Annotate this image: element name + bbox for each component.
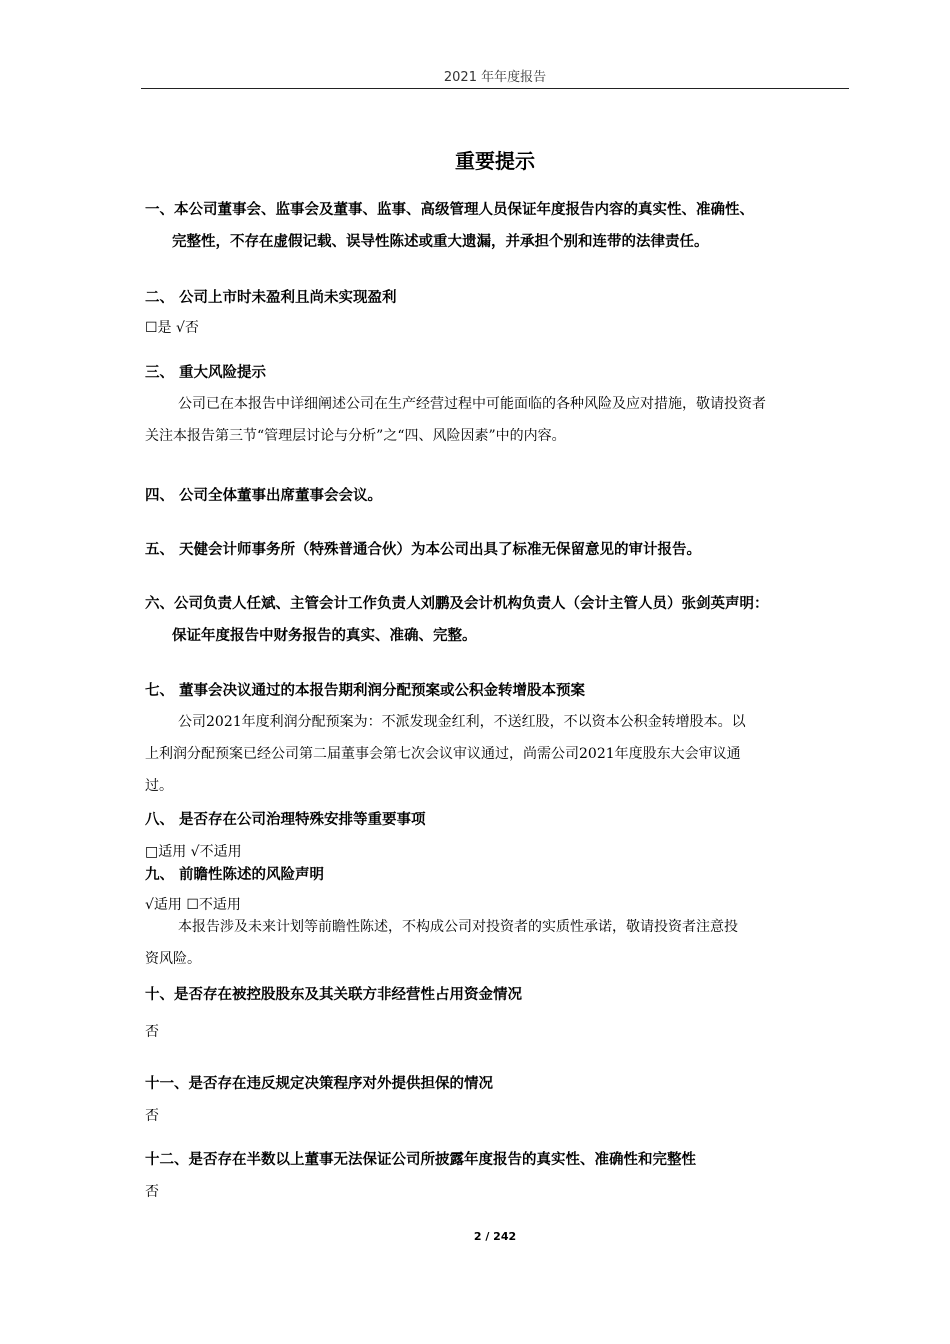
- page-number: 2 / 242: [473, 1230, 517, 1243]
- section-7-line-2: 上利润分配预案已经公司第二届董事会第七次会议审议通过，尚需公司2021年度股东大会审议通: [145, 746, 741, 762]
- section-9-line-2: 资风险。: [145, 951, 201, 967]
- section-8-heading: 八、 是否存在公司治理特殊安排等重要事项: [145, 812, 426, 828]
- section-2-options: ☐是 √否: [145, 320, 199, 336]
- section-7-line-1: 公司2021年度利润分配预案为：不派发现金红利，不送红股，不以资本公积金转增股本。以: [178, 714, 746, 730]
- section-2-heading: 二、 公司上市时未盈利且尚未实现盈利: [145, 290, 397, 306]
- section-10-heading: 十、是否存在被控股股东及其关联方非经营性占用资金情况: [145, 987, 522, 1003]
- section-6-line-1: 六、公司负责人任斌、主管会计工作负责人刘鹏及会计机构负责人（会计主管人员）张剑英声明：: [145, 596, 769, 612]
- section-12-answer: 否: [145, 1184, 159, 1200]
- section-8-options: □适用 √不适用: [145, 844, 242, 860]
- page-title: 重要提示: [455, 149, 535, 173]
- header-divider: [141, 88, 849, 89]
- section-11-heading: 十一、是否存在违反规定决策程序对外提供担保的情况: [145, 1076, 493, 1092]
- section-12-heading: 十二、是否存在半数以上董事无法保证公司所披露年度报告的真实性、准确性和完整性: [145, 1152, 696, 1168]
- section-3-line-2: 关注本报告第三节“管理层讨论与分析”之“四、风险因素”中的内容。: [145, 428, 566, 444]
- section-4-heading: 四、 公司全体董事出席董事会会议。: [145, 488, 383, 504]
- section-5-heading: 五、 天健会计师事务所（特殊普通合伙）为本公司出具了标准无保留意见的审计报告。: [145, 542, 702, 558]
- section-9-heading: 九、 前瞻性陈述的风险声明: [145, 867, 325, 883]
- section-11-answer: 否: [145, 1108, 159, 1124]
- section-6-line-2: 保证年度报告中财务报告的真实、准确、完整。: [172, 628, 477, 644]
- section-3-line-1: 公司已在本报告中详细阐述公司在生产经营过程中可能面临的各种风险及应对措施，敬请投资者: [178, 396, 766, 412]
- section-7-heading: 七、 董事会决议通过的本报告期利润分配预案或公积金转增股本预案: [145, 683, 586, 699]
- section-1-line-1: 一、本公司董事会、监事会及董事、监事、高级管理人员保证年度报告内容的真实性、准确性、: [145, 202, 754, 218]
- section-9-line-1: 本报告涉及未来计划等前瞻性陈述，不构成公司对投资者的实质性承诺，敬请投资者注意投: [178, 919, 738, 935]
- section-10-answer: 否: [145, 1024, 159, 1040]
- section-3-heading: 三、 重大风险提示: [145, 365, 267, 381]
- section-1-line-2: 完整性，不存在虚假记载、误导性陈述或重大遗漏，并承担个别和连带的法律责任。: [172, 234, 709, 250]
- section-7-line-3: 过。: [145, 778, 173, 794]
- page-header: 2021 年年度报告: [443, 70, 547, 85]
- section-9-options: √适用 ☐不适用: [145, 897, 241, 913]
